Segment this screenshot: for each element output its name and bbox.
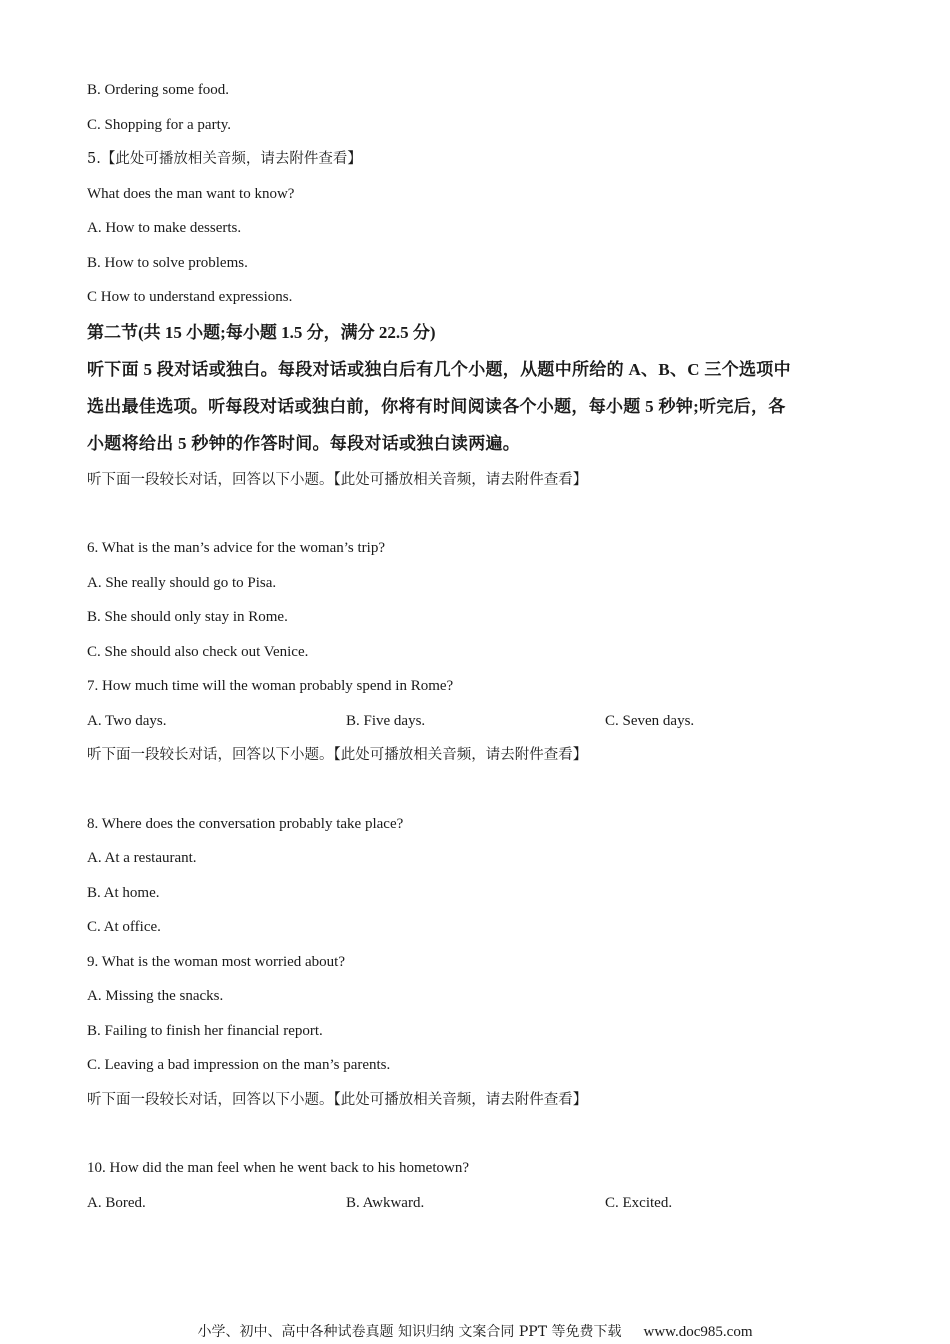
dialog-prompt-3[interactable]: 听下面一段较长对话，回答以下小题。【此处可播放相关音频，请去附件查看】 xyxy=(87,1091,588,1108)
q7-option-c: C. Seven days. xyxy=(605,712,695,729)
q10-question: 10. How did the man feel when he went back to his hometown? xyxy=(87,1160,469,1176)
q8-question: 8. Where does the conversation probably take place? xyxy=(87,815,404,832)
section-instructions-2: 选出最佳选项。听每段对话或独白前，你将有时间阅读各个小题，每小题 5 秒钟;听完后，各 xyxy=(87,396,786,416)
q7-question: 7. How much time will the woman probably spend in Rome? xyxy=(87,678,454,694)
q8-option-b: B. At home. xyxy=(87,884,160,901)
q6-option-a: A. She really should go to Pisa. xyxy=(87,574,277,591)
q6-option-b: B. She should only stay in Rome. xyxy=(87,609,288,625)
section-instructions-1: 听下面 5 段对话或独白。每段对话或独白后有几个小题，从题中所给的 A、B、C 三个选项中 xyxy=(87,359,791,379)
q6-option-c: C. She should also check out Venice. xyxy=(87,643,309,660)
page-footer xyxy=(0,1322,950,1342)
q5-option-c: C How to understand expressions. xyxy=(87,289,293,305)
q8-option-a: A. At a restaurant. xyxy=(87,850,197,866)
dialog-prompt-2[interactable]: 听下面一段较长对话，回答以下小题。【此处可播放相关音频，请去附件查看】 xyxy=(87,747,588,763)
q9-option-c: C. Leaving a bad impression on the man’s parents. xyxy=(87,1057,391,1073)
q5-option-a: A. How to make desserts. xyxy=(87,220,242,236)
q9-question: 9. What is the woman most worried about? xyxy=(87,953,346,970)
q10-option-b: B. Awkward. xyxy=(346,1194,425,1211)
section-instructions-3: 小题将给出 5 秒钟的作答时间。每段对话或独白读两遍。 xyxy=(87,433,521,453)
q9-option-b: B. Failing to finish her financial report. xyxy=(87,1022,323,1039)
q7-options xyxy=(87,709,867,744)
q5-option-b: B. How to solve problems. xyxy=(87,254,248,271)
q5-audio-link[interactable]: 5.【此处可播放相关音频，请去附件查看】 xyxy=(87,151,362,167)
q4-option-b: B. Ordering some food. xyxy=(87,82,230,98)
q6-question: 6. What is the man’s advice for the woman’s trip? xyxy=(87,540,385,556)
exam-page xyxy=(87,78,867,1225)
q7-option-b: B. Five days. xyxy=(346,712,426,729)
section-title: 第二节(共 15 小题;每小题 1.5 分，满分 22.5 分) xyxy=(87,322,436,342)
q10-option-c: C. Excited. xyxy=(605,1194,673,1211)
q9-option-a: A. Missing the snacks. xyxy=(87,988,224,1004)
footer-site-link[interactable]: www.doc985.com xyxy=(643,1324,753,1340)
dialog-prompt-1[interactable]: 听下面一段较长对话，回答以下小题。【此处可播放相关音频，请去附件查看】 xyxy=(87,471,588,488)
q4-option-c: C. Shopping for a party. xyxy=(87,116,232,133)
q10-option-a: A. Bored. xyxy=(87,1194,146,1211)
q8-option-c: C. At office. xyxy=(87,919,161,935)
q10-options xyxy=(87,1191,867,1226)
q5-question: What does the man want to know? xyxy=(87,185,295,202)
footer-text: 小学、初中、高中各种试卷真题 知识归纳 文案合同 PPT 等免费下载 xyxy=(197,1324,622,1340)
q7-option-a: A. Two days. xyxy=(87,712,167,729)
